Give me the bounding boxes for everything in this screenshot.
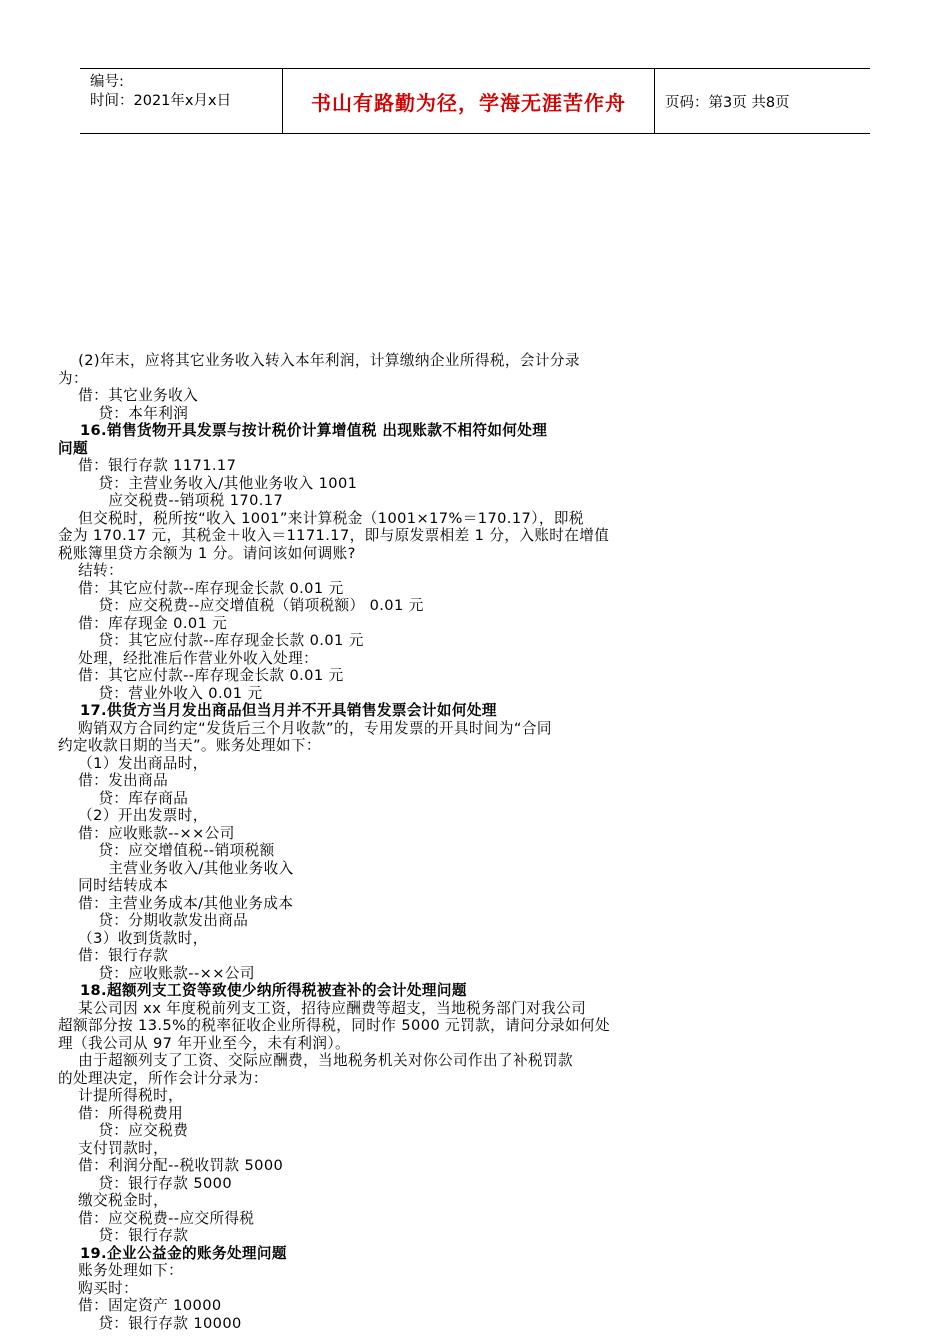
text-line: 借：所得税费用 [58, 1104, 184, 1122]
text-line: 借：应交税费--应交所得税 [58, 1209, 255, 1227]
text-line: 借：其它业务收入 [58, 387, 199, 404]
header-meta [80, 69, 282, 133]
text-line: 借：固定资产 10000 [58, 1297, 222, 1314]
text-line: 借：发出商品 [58, 772, 169, 789]
text-line: 贷：应交税费--应交增值税（销项税额） 0.01 元 [58, 597, 424, 614]
text-line: 贷：应交税费 [58, 1122, 189, 1139]
text-line: 贷：营业外收入 0.01 元 [58, 684, 263, 702]
text-line: （2）开出发票时， [58, 807, 208, 824]
text-line: 账务处理如下： [58, 1262, 184, 1279]
text-line: 贷：应收账款--××公司 [58, 964, 255, 982]
text-line: 同时结转成本 [58, 877, 169, 894]
text-line: 贷：银行存款 [58, 1227, 189, 1244]
text-line: 结转： [58, 562, 124, 579]
text-line: 借：其它应付款--库存现金长款 0.01 元 [58, 579, 344, 597]
text-line: 计提所得税时， [58, 1087, 184, 1104]
text-line: 金为 170.17 元，其税金＋收入＝1171.17，即与原发票相差 1 分，入账时在增值 [58, 527, 610, 544]
document-number-label: 编号: [90, 74, 124, 90]
text-line: 购销双方合同约定“发货后三个月收款”的，专用发票的开具时间为“合同 [58, 719, 552, 737]
text-line: 贷：银行存款 5000 [58, 1174, 233, 1192]
text-line: 借：其它应付款--库存现金长款 0.01 元 [58, 667, 344, 684]
text-line: 理（我公司从 97 年开业至今，未有利润）。 [58, 1034, 351, 1052]
header-motto: 书山有路勤为径，学海无涯苦作舟 [282, 69, 655, 133]
text-line: 借：银行存款 [58, 947, 169, 964]
text-line: 贷：库存商品 [58, 789, 189, 807]
text-line: 应交税费--销项税 170.17 [58, 492, 284, 509]
text-line: 贷：本年利润 [58, 404, 189, 422]
text-line: 借：库存现金 0.01 元 [58, 614, 228, 632]
page-number-label: 页码：第3页 共8页 [665, 94, 790, 111]
text-line: 由于超额列支了工资、交际应酬费，当地税务机关对你公司作出了补税罚款 [58, 1052, 573, 1069]
text-line: 支付罚款时， [58, 1139, 169, 1157]
text-line: 贷：其它应付款--库存现金长款 0.01 元 [58, 632, 364, 649]
section-heading: 问题 [58, 439, 88, 457]
section-heading: 18.超额列支工资等致使少纳所得税被查补的会计处理问题 [58, 982, 467, 999]
text-line: 超额部分按 13.5%的税率征收企业所得税，同时作 5000 元罚款，请问分录如何处 [58, 1017, 611, 1034]
text-line: 但交税时，税所按“收入 1001”来计算税金（1001×17%＝170.17），即税 [58, 509, 584, 527]
section-heading: 17.供货方当月发出商品但当月并不开具销售发票会计如何处理 [58, 702, 497, 719]
text-line: 贷：分期收款发出商品 [58, 912, 249, 929]
text-line: 处理，经批准后作营业外收入处理： [58, 649, 319, 667]
text-line: 贷：银行存款 10000 [58, 1314, 242, 1332]
text-line: 缴交税金时， [58, 1192, 169, 1209]
text-line: 约定收款日期的当天”。账务处理如下： [58, 737, 321, 754]
text-line: (2)年末，应将其它业务收入转入本年利润，计算缴纳企业所得税，会计分录 [58, 352, 580, 369]
text-line: 贷：主营业务收入/其他业务收入 1001 [58, 474, 358, 492]
document-body [58, 352, 793, 1332]
text-line: 某公司因 xx 年度税前列支工资，招待应酬费等超支，当地税务部门对我公司 [58, 999, 587, 1017]
text-line: 借：银行存款 1171.17 [58, 457, 237, 474]
document-date-label: 时间：2021年x月x日 [90, 93, 232, 109]
text-line: 为： [58, 369, 88, 387]
page-header [80, 68, 870, 134]
text-line: 借：主营业务成本/其他业务成本 [58, 894, 294, 912]
text-line: （3）收到货款时， [58, 929, 208, 947]
text-line: （1）发出商品时， [58, 754, 208, 772]
section-heading: 16.销售货物开具发票与按计税价计算增值税 出现账款不相符如何处理 [58, 422, 548, 439]
section-heading: 19.企业公益金的账务处理问题 [58, 1244, 287, 1262]
text-line: 主营业务收入/其他业务收入 [58, 859, 294, 877]
text-line: 借：应收账款--××公司 [58, 824, 235, 842]
text-line: 税账簿里贷方余额为 1 分。请问该如何调账? [58, 544, 356, 562]
text-line: 借：利润分配--税收罚款 5000 [58, 1157, 284, 1174]
text-line: 的处理决定，所作会计分录为： [58, 1069, 268, 1087]
text-line: 贷：应交增值税--销项税额 [58, 842, 275, 859]
text-line: 购买时： [58, 1279, 139, 1297]
